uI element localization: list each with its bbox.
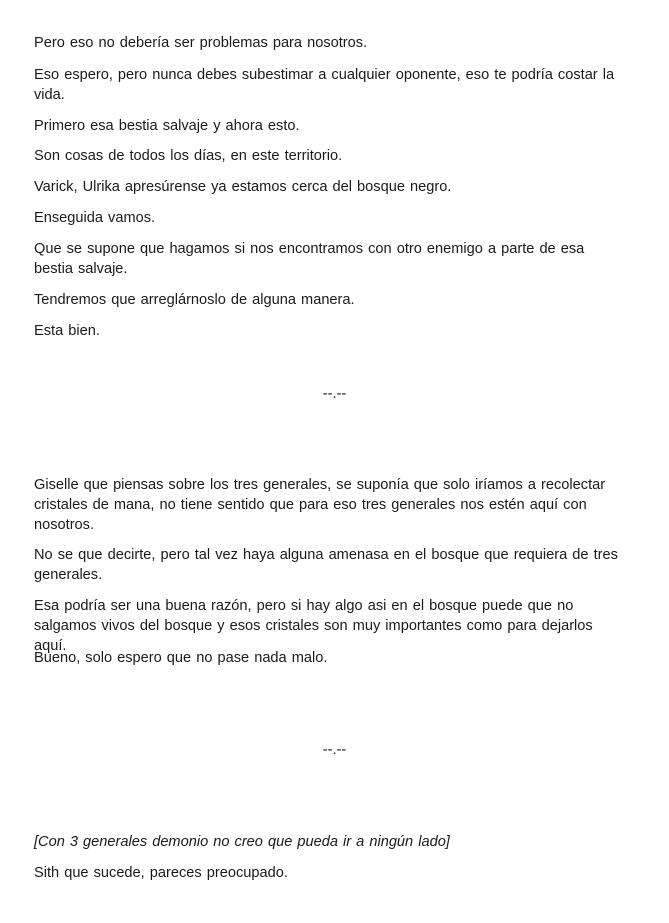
paragraph: Pero eso no debería ser problemas para nosotros. — [34, 35, 368, 51]
paragraph: Esta bien. — [34, 323, 100, 339]
paragraph: Giselle que piensas sobre los tres generales, se suponía que solo iríamos a recolectar cristales de mana, no tiene sentido que para eso tres generales nos estén aquí con nosotros. — [34, 477, 606, 533]
paragraph: Bueno, solo espero que no pase nada malo. — [34, 650, 328, 666]
paragraph: Sith que sucede, pareces preocupado. — [34, 865, 288, 881]
paragraph: Enseguida vamos. — [34, 210, 156, 226]
paragraph: No se que decirte, pero tal vez haya alguna amenasa en el bosque que requiera de tres generales. — [34, 547, 618, 583]
paragraph: Esa podría ser una buena razón, pero si hay algo asi en el bosque puede que no salgamos vivos del bosque y esos cristales son muy importantes como para dejarlos aquí. — [34, 598, 593, 654]
paragraph: Eso espero, pero nunca debes subestimar a cualquier oponente, eso te podría costar la vida. — [34, 67, 615, 103]
inner-thought: [Con 3 generales demonio no creo que pueda ir a ningún lado] — [34, 834, 450, 850]
paragraph: Primero esa bestia salvaje y ahora esto. — [34, 118, 300, 134]
scene-separator: --.-- — [322, 742, 347, 758]
paragraph: Son cosas de todos los días, en este territorio. — [34, 148, 343, 164]
paragraph: Varick, Ulrika apresúrense ya estamos cerca del bosque negro. — [34, 179, 452, 195]
paragraph: Tendremos que arreglárnoslo de alguna manera. — [34, 292, 355, 308]
paragraph: Que se supone que hagamos si nos encontramos con otro enemigo a parte de esa bestia salvaje. — [34, 241, 585, 277]
scene-separator: --.-- — [322, 386, 347, 402]
